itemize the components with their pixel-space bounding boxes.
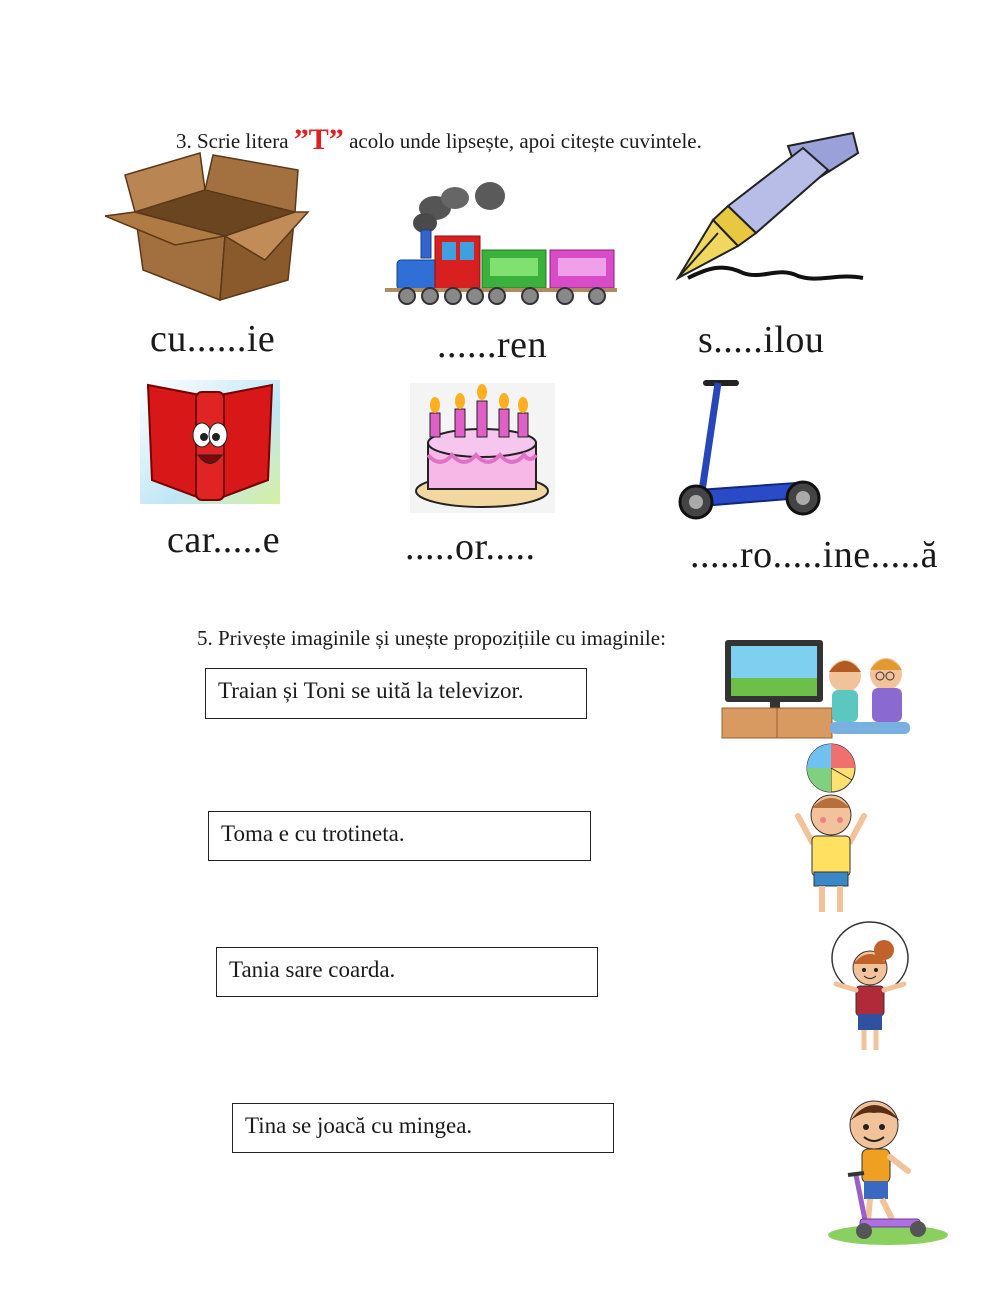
book-picture [140, 380, 280, 504]
cake-picture [410, 383, 555, 513]
sentence-box-scooter[interactable] [208, 811, 591, 861]
exercise-5-instruction: 5. Privește imaginile și unește propozițiile cu imaginile: [197, 626, 666, 650]
instruction-prefix: 3. Scrie litera [176, 129, 289, 153]
scooter-picture [676, 378, 826, 524]
box-picture [105, 150, 310, 305]
sentence-box-ball[interactable] [232, 1103, 614, 1153]
word-tort: .....or..... [405, 526, 536, 568]
word-stilou: s.....ilou [698, 319, 825, 361]
instruction-suffix: acolo unde lipsește, apoi citește cuvintele. [349, 129, 702, 153]
word-carte: car.....e [167, 519, 281, 561]
sentence-text: Tina se joacă cu mingea. [245, 1113, 473, 1138]
word-tren: ......ren [437, 324, 548, 366]
train-picture [385, 178, 620, 308]
sentence-text: Traian și Toni se uită la televizor. [218, 678, 524, 703]
sentence-text: Toma e cu trotineta. [221, 821, 405, 846]
sentence-text: Tania sare coarda. [229, 957, 396, 982]
kids-tv-picture[interactable] [720, 638, 925, 743]
sentence-box-jump-rope[interactable] [216, 947, 598, 997]
word-cutie: cu......ie [150, 318, 276, 360]
kid-ball-picture[interactable] [792, 742, 870, 917]
letter-t: ”T” [293, 123, 344, 156]
sentence-box-television[interactable] [205, 668, 587, 719]
word-trotineta: .....ro.....ine.....ă [690, 534, 938, 576]
girl-jump-rope-picture[interactable] [818, 918, 923, 1060]
pen-picture [668, 128, 873, 288]
boy-scooter-picture[interactable] [826, 1095, 951, 1250]
